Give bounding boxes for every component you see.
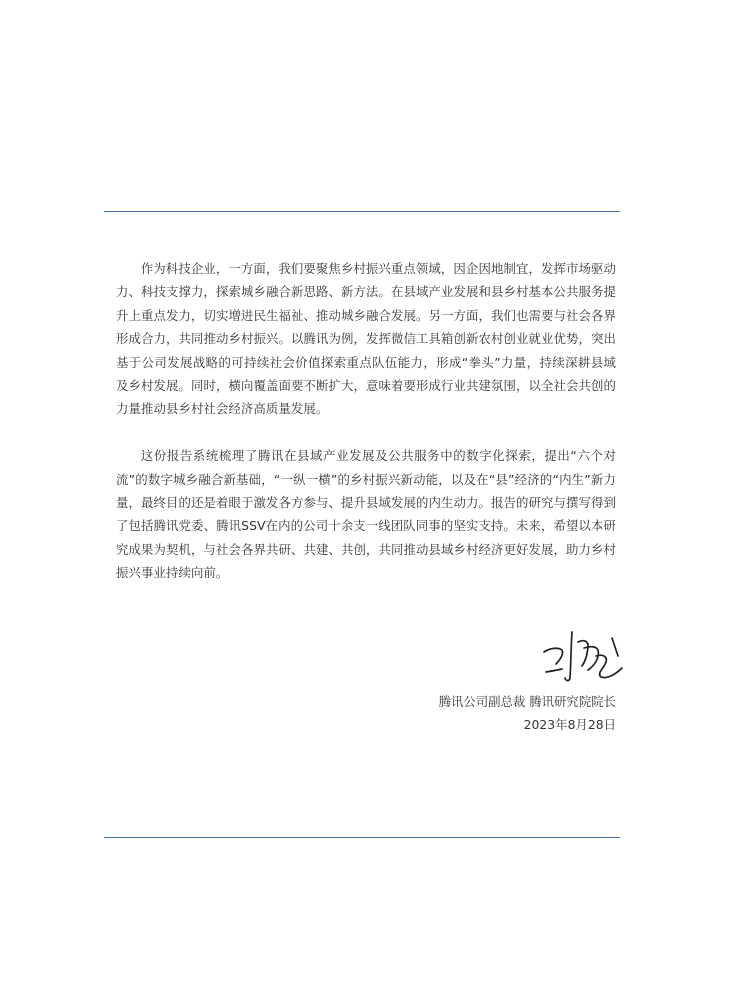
letter-body xyxy=(116,257,616,585)
paragraph-1: 作为科技企业，一方面，我们要聚焦乡村振兴重点领域，因企因地制宜，发挥市场驱动力、科技支撑力，探索城乡融合新思路、新方法。在县域产业发展和县乡村基本公共服务提升上重点发力，切实增进民生福祉、推动城乡融合发展。另一方面，我们也需要与社会各界形成合力，共同推动乡村振兴。以腾讯为例，发挥微信工具箱创新农村创业就业优势，突出基于公司发展战略的可持续社会价值探索重点队伍能力，形成“拳头”力量，持续深耕县域及乡村发展。同时，横向覆盖面要不断扩大，意味着要形成行业共建氛围，以全社会共创的力量推动县乡村社会经济高质量发展。 xyxy=(116,261,616,417)
signer-title: 腾讯公司副总裁 腾讯研究院院长 xyxy=(438,694,616,709)
signature-block xyxy=(439,690,616,736)
bottom-divider-line xyxy=(104,837,620,838)
top-divider-line xyxy=(104,211,620,212)
paragraph-2: 这份报告系统梳理了腾讯在县域产业发展及公共服务中的数字化探索，提出“六个对流”的数字城乡融合新基础，“一纵一横”的乡村振兴新动能，以及在“县”经济的“内生”新力量，最终目的还是着眼于激发各方参与、提升县域发展的内生动力。报告的研究与撰写得到了包括腾讯党委、腾讯SSV在内的公司十余支一线团队同事的坚实支持。未来，希望以本研究成果为契机，与社会各界共研、共建、共创，共同推动县域乡村经济更好发展，助力乡村振兴事业持续向前。 xyxy=(116,448,616,581)
handwritten-signature xyxy=(538,626,628,686)
letter-date: 2023年8月28日 xyxy=(523,717,616,732)
